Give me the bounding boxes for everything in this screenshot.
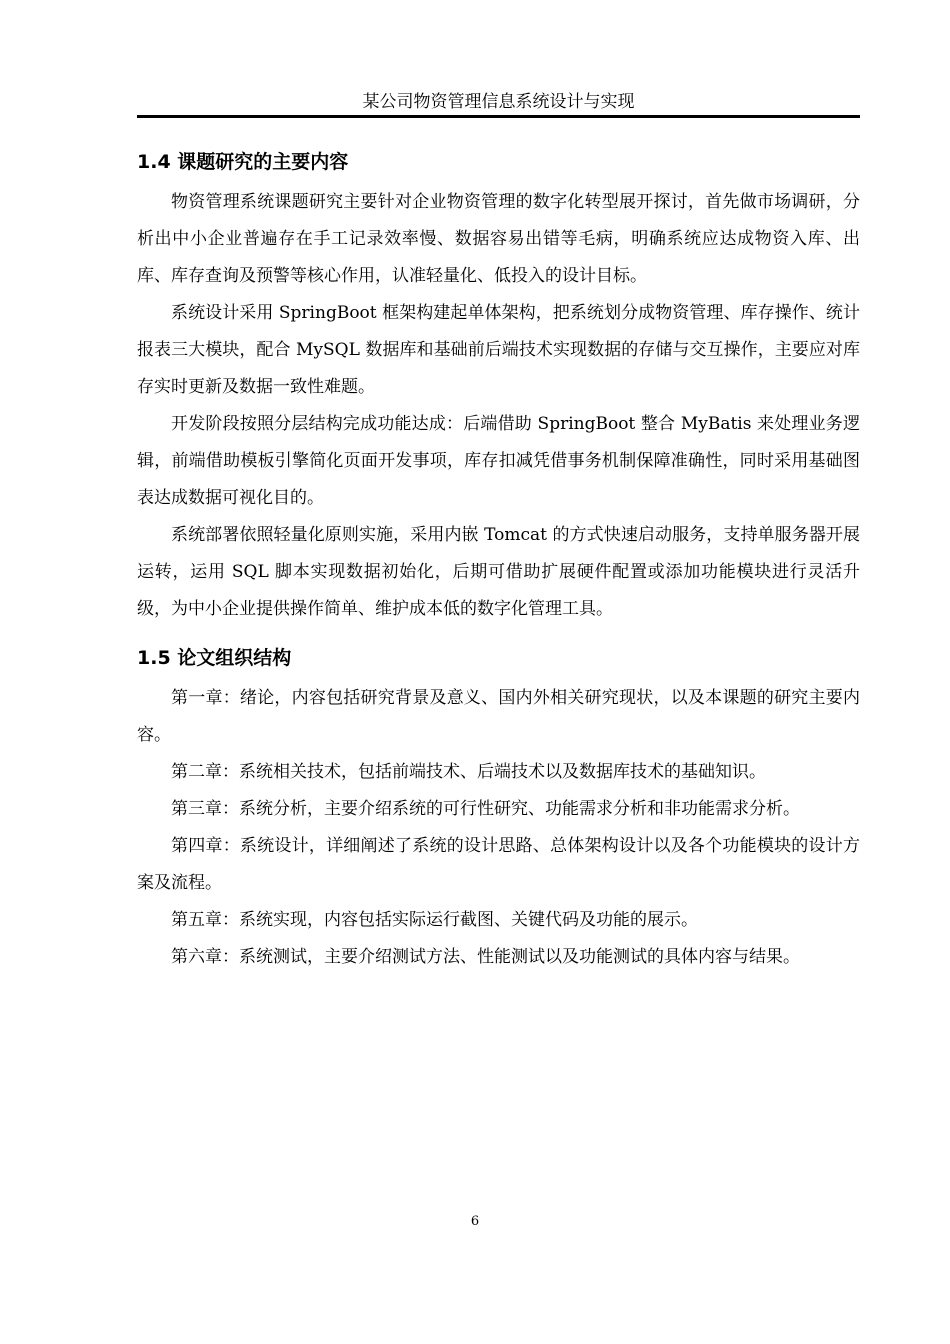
section-1-5 [137, 644, 860, 976]
paragraph: 第五章：系统实现，内容包括实际运行截图、关键代码及功能的展示。 [171, 910, 698, 930]
section-heading: 1.4 课题研究的主要内容 [137, 151, 349, 173]
running-header: 某公司物资管理信息系统设计与实现 [362, 92, 635, 112]
paragraph: 物资管理系统课题研究主要针对企业物资管理的数字化转型展开探讨，首先做市场调研，分析出中小企业普遍存在手工记录效率慢、数据容易出错等毛病，明确系统应达成物资入库、出库、库存查询及预警等核心作用，认准轻量化、低投入的设计目标。 [137, 192, 860, 286]
paragraph: 第一章：绪论，内容包括研究背景及意义、国内外相关研究现状，以及本课题的研究主要内容。 [137, 688, 860, 745]
page-content [137, 140, 860, 976]
header-rule [137, 115, 860, 118]
page-number: 6 [470, 1214, 480, 1229]
paragraph: 第六章：系统测试，主要介绍测试方法、性能测试以及功能测试的具体内容与结果。 [171, 947, 800, 967]
section-1-4 [137, 148, 860, 628]
paragraph: 系统部署依照轻量化原则实施，采用内嵌 Tomcat 的方式快速启动服务，支持单服务器开展运转，运用 SQL 脚本实现数据初始化，后期可借助扩展硬件配置或添加功能模块进行灵活升级，为中小企业提供操作简单、维护成本低的数字化管理工具。 [137, 525, 860, 619]
paragraph: 系统设计采用 SpringBoot 框架构建起单体架构，把系统划分成物资管理、库存操作、统计报表三大模块，配合 MySQL 数据库和基础前后端技术实现数据的存储与交互操作，主要应对库存实时更新及数据一致性难题。 [137, 303, 860, 397]
paragraph: 第二章：系统相关技术，包括前端技术、后端技术以及数据库技术的基础知识。 [171, 762, 766, 782]
paragraph: 开发阶段按照分层结构完成功能达成：后端借助 SpringBoot 整合 MyBatis 来处理业务逻辑，前端借助模板引擎简化页面开发事项，库存扣减凭借事务机制保障准确性，同时采用基础图表达成数据可视化目的。 [137, 414, 860, 508]
paragraph: 第三章：系统分析，主要介绍系统的可行性研究、功能需求分析和非功能需求分析。 [171, 799, 800, 819]
paragraph: 第四章：系统设计，详细阐述了系统的设计思路、总体架构设计以及各个功能模块的设计方案及流程。 [137, 836, 860, 893]
section-heading: 1.5 论文组织结构 [137, 647, 292, 669]
